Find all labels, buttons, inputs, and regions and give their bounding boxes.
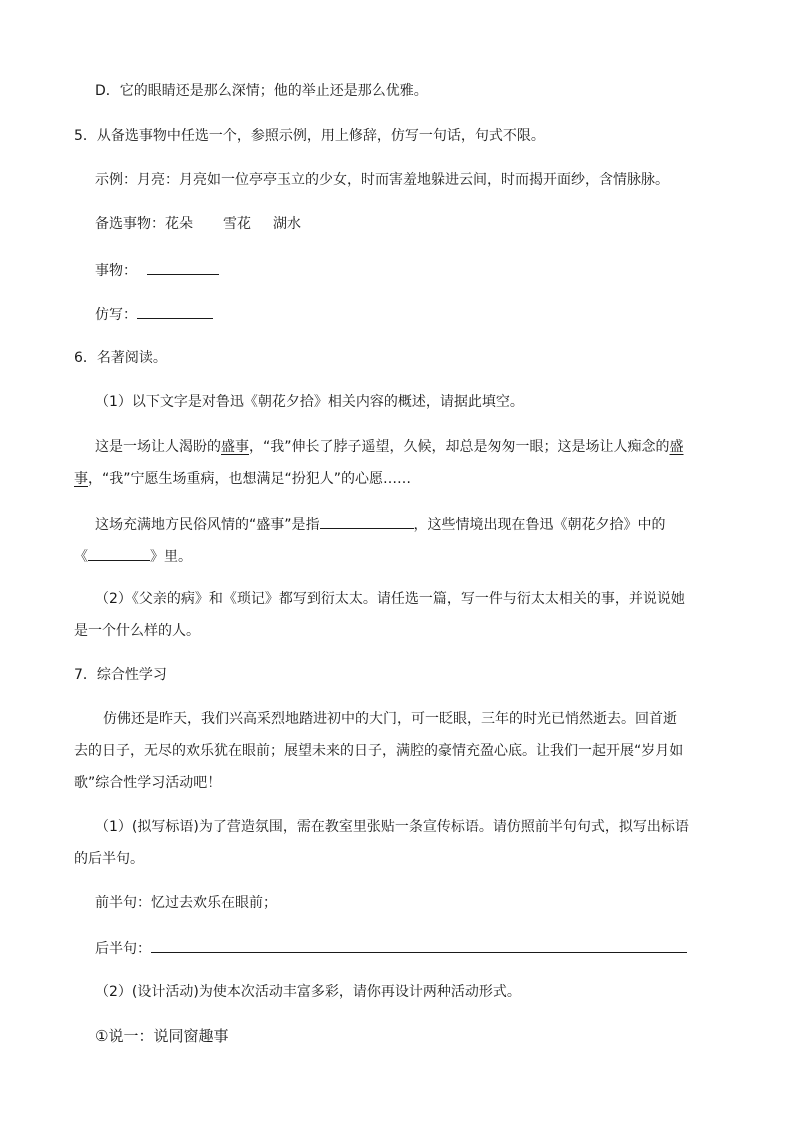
q5-choice: 雪花: [223, 216, 251, 232]
q6-part2-line2: 是一个什么样的人。: [74, 623, 200, 639]
q6-passage-text: ，“我”宁愿生场重病，也想满足“扮犯人”的心愿……: [88, 471, 412, 487]
q7-activity1: ①说一：说同窗趣事: [95, 1027, 229, 1045]
q7-part1-line2: 的后半句。: [74, 851, 144, 867]
q7-part1-line1: （1）(拟写标语)为了营造氛围，需在教室里张贴一条宣传标语。请仿照前半句句式，拟写出标语: [95, 819, 689, 835]
q6-passage-underlined: 盛: [669, 439, 684, 455]
q7-intro-line3: 歌”综合性学习活动吧！: [74, 775, 222, 791]
q7-intro-line1: 仿佛还是昨天，我们兴高采烈地踏进初中的大门，可一眨眼，三年的时光已悄然逝去。回首逝: [103, 711, 677, 727]
q5-thing-blank[interactable]: [147, 259, 219, 275]
q6-fill-text: ，这些情境出现在鲁迅《朝花夕拾》中的: [413, 517, 666, 533]
q5-thing-row: [95, 259, 219, 279]
q6-fill-text: 这场充满地方民俗风情的“盛事”是指: [95, 517, 320, 533]
q6-passage-text: ，“我”伸长了脖子遥望，久候，却总是匆匆一眼；这是场让人痴念的: [249, 439, 670, 455]
q5-choices: [95, 214, 301, 234]
q5-choice: 花朵: [165, 216, 193, 232]
q6-prompt: 6．名著阅读。: [74, 350, 167, 366]
q5-example: 示例：月亮：月亮如一位亭亭玉立的少女，时而害羞地躲进云间，时而揭开面纱，含情脉脉。: [95, 172, 669, 188]
q5-imitate-row: [95, 303, 213, 323]
q6-fill-text: 》里。: [150, 549, 192, 565]
q6-passage-text: 这是一场让人渴盼的: [95, 439, 221, 455]
q5-prompt: 5．从备选事物中任选一个，参照示例，用上修辞，仿写一句话，句式不限。: [74, 128, 545, 144]
q6-passage-underlined: 事: [74, 471, 88, 487]
q7-prompt: 7．综合性学习: [74, 667, 167, 683]
q6-fill-line1: [95, 513, 666, 533]
q6-fill-blank-1[interactable]: [320, 513, 414, 529]
q6-fill-blank-2[interactable]: [88, 545, 150, 561]
q6-passage-line2: [74, 469, 411, 489]
q7-second-half-row: [95, 937, 687, 957]
q7-second-half-blank[interactable]: [151, 937, 687, 953]
q6-part1-prompt: （1）以下文字是对鲁迅《朝花夕拾》相关内容的概述，请据此填空。: [95, 394, 524, 410]
q7-intro-line2: 去的日子，无尽的欢乐犹在眼前；展望未来的日子，满腔的豪情充盈心底。让我们一起开展“岁月如: [74, 743, 684, 759]
q5-thing-label: 事物：: [95, 263, 137, 279]
q5-imitate-blank[interactable]: [137, 303, 213, 319]
q6-part2-line1: （2）《父亲的病》和《琐记》都写到衍太太。请任选一篇，写一件与衍太太相关的事，并说说她: [95, 591, 685, 607]
q6-passage-underlined: 盛事: [221, 439, 249, 455]
q6-fill-line2: [74, 545, 192, 565]
q7-part2: （2）(设计活动)为使本次活动丰富多彩，请你再设计两种活动形式。: [95, 984, 521, 1000]
q4-option-d: D．它的眼睛还是那么深情；他的举止还是那么优雅。: [95, 83, 428, 99]
q6-passage-line1: [95, 437, 684, 457]
q7-second-half-label: 后半句：: [95, 941, 151, 957]
q5-choices-label: 备选事物：: [95, 216, 165, 232]
q5-imitate-label: 仿写：: [95, 307, 137, 323]
q5-choice: 湖水: [273, 216, 301, 232]
q6-fill-text: 《: [74, 549, 88, 565]
q7-first-half: 前半句：忆过去欢乐在眼前；: [95, 895, 277, 911]
